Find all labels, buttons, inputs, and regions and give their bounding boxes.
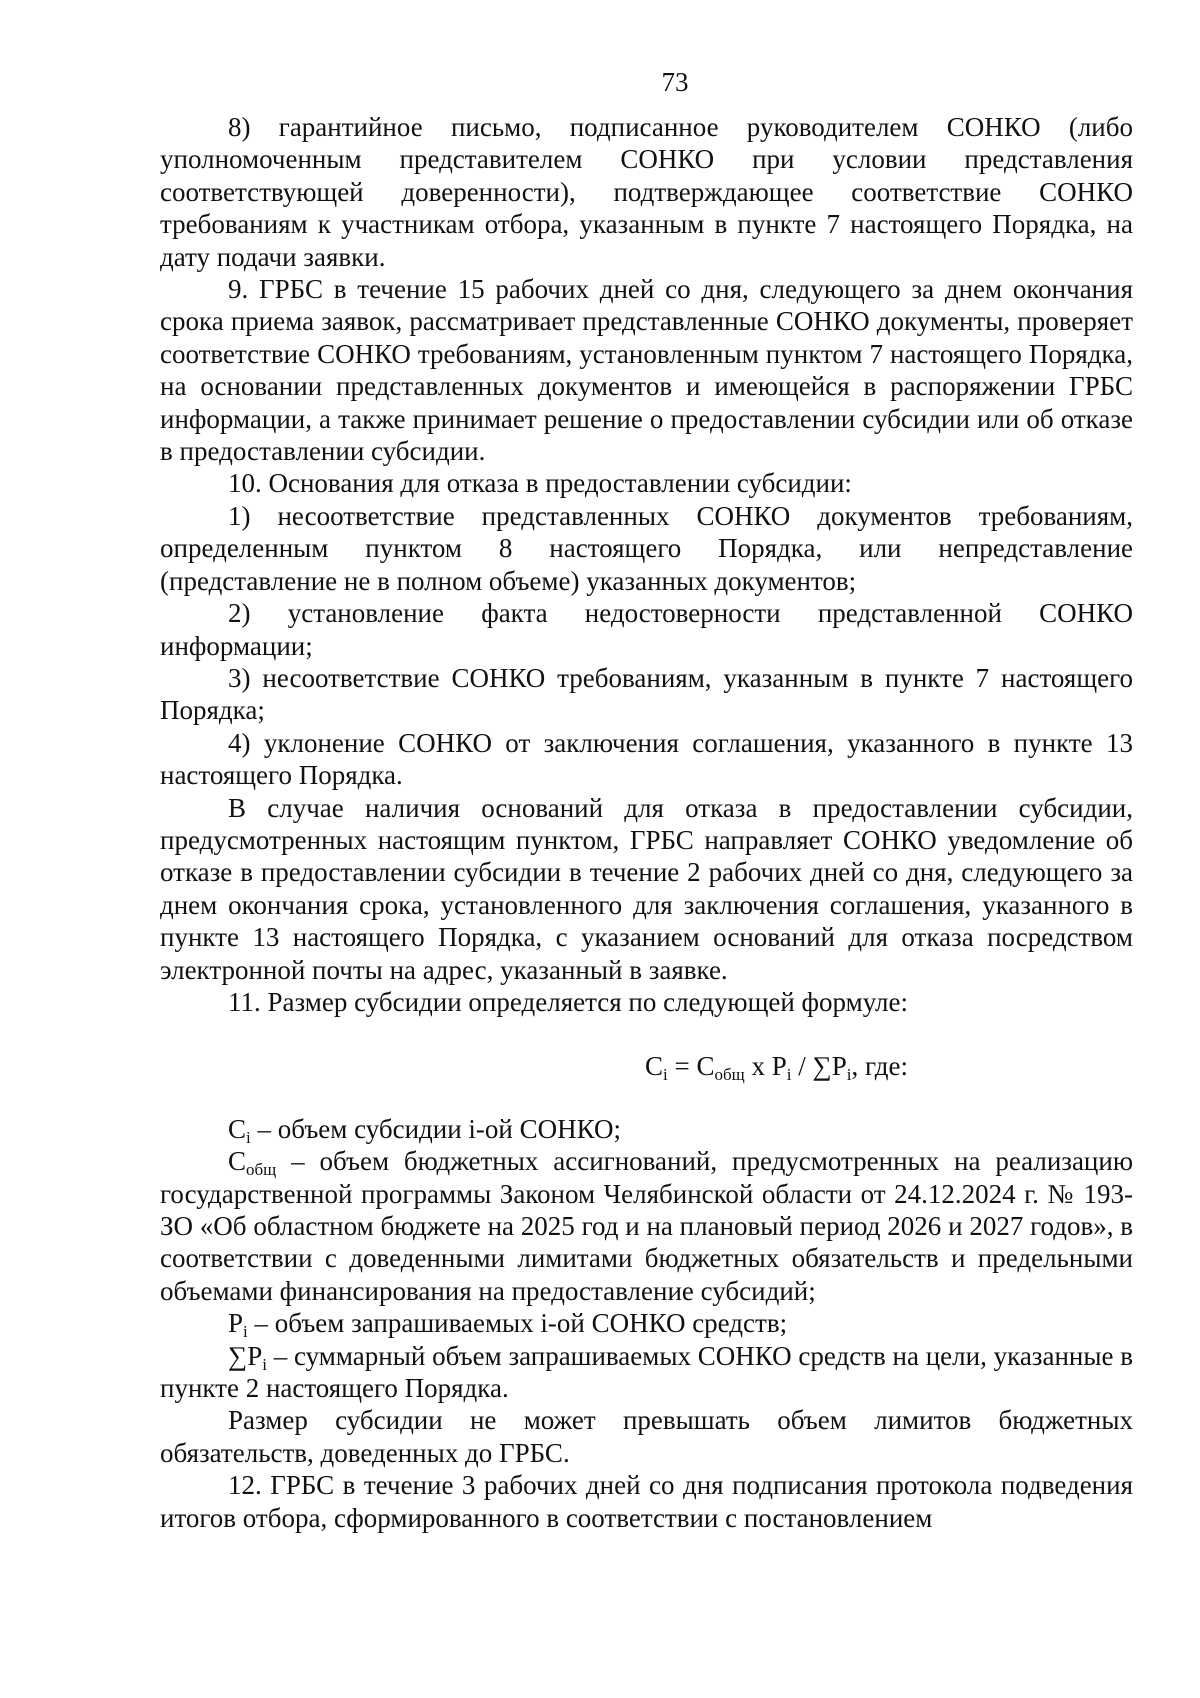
definition-ci-sub: i: [246, 1127, 251, 1147]
definition-pi-symbol: P: [228, 1308, 244, 1339]
formula-p-sub: i: [786, 1065, 792, 1085]
clause-10-item-2: 2) установление факта недостоверности представленной СОНКО информации;: [160, 598, 1133, 661]
definition-pi: [160, 1307, 1133, 1342]
clause-10-heading: 10. Основания для отказа в предоставлении субсидии:: [228, 468, 852, 499]
definition-pi-sub: i: [243, 1322, 248, 1342]
definition-sum-text: – суммарный объем запрашиваемых СОНКО средств на цели, указанные в пункте 2 настоящего Порядка.: [160, 1340, 1133, 1404]
definition-ctotal-text: – объем бюджетных ассигнований, предусмотренных на реализацию государственной программы Законом Челябинской области от 24.12.2024 г. № 193-ЗО «Об областном бюджете на 2025 год и на плановый период 2026 и 2027 годов», в соответствии с доведенными лимитами бюджетных обязательств и предельными объемами финансирования на предоставление субсидий;: [160, 1146, 1133, 1306]
definition-pi-text: – объем запрашиваемых i-ой СОНКО средств;: [247, 1308, 788, 1339]
document-body: [160, 111, 1133, 1534]
definition-ctotal: [160, 1145, 1133, 1307]
definition-sum-pi: [160, 1340, 1133, 1405]
definition-ctotal-sub: общ: [246, 1160, 277, 1180]
formula-c-sub: i: [663, 1065, 668, 1085]
definition-ci-text: – объем субсидии i-ой СОНКО;: [250, 1113, 621, 1144]
definition-ci-symbol: C: [228, 1113, 247, 1144]
formula-total-sub: общ: [714, 1065, 745, 1085]
formula-tail: , где:: [851, 1051, 908, 1082]
definition-sum-sub: i: [262, 1354, 267, 1374]
formula-times: x P: [744, 1051, 787, 1082]
clause-9: 9. ГРБС в течение 15 рабочих дней со дня, следующего за днем окончания срока приема заявок, рассматривает представленные СОНКО документы, проверяет соответствие СОНКО требованиям, установленным пунктом 7 настоящего Порядка, на основании представленных документов и имеющейся в распоряжении ГРБС информации, а также принимает решение о предоставлении субсидии или об отказе в предоставлении субсидии.: [160, 274, 1133, 467]
clause-12: 12. ГРБС в течение 3 рабочих дней со дня подписания протокола подведения итогов отбора, сформированного в соответствии с постановлением: [160, 1470, 1133, 1533]
item-8-guarantee-letter: 8) гарантийное письмо, подписанное руководителем СОНКО (либо уполномоченным представителем СОНКО при условии представления соответствующей доверенности), подтверждающее соответствие СОНКО требованиям к участникам отбора, указанным в пункте 7 настоящего Порядка, на дату подачи заявки.: [160, 112, 1133, 272]
formula-eq: = C: [667, 1051, 715, 1082]
clause-10-item-4: 4) уклонение СОНКО от заключения соглашения, указанного в пункте 13 настоящего Порядка.: [160, 727, 1133, 791]
clause-11: 11. Размер субсидии определяется по следующей формуле:: [228, 986, 908, 1017]
definition-ctotal-symbol: C: [228, 1146, 247, 1177]
definition-sum-symbol: ∑P: [228, 1340, 263, 1371]
formula-div: / ∑P: [791, 1051, 847, 1082]
definition-ci: [160, 1113, 1133, 1145]
subsidy-formula: [160, 1050, 1133, 1085]
clause-10-item-3: 3) несоответствие СОНКО требованиям, указанным в пункте 7 настоящего Порядка;: [160, 662, 1133, 726]
formula-sum-sub: i: [846, 1065, 852, 1085]
limit-note: Размер субсидии не может превышать объем лимитов бюджетных обязательств, доведенных до ГРБС.: [160, 1405, 1133, 1468]
clause-10-item-1: 1) несоответствие представленных СОНКО документов требованиям, определенным пунктом 8 настоящего Порядка, или непредставление (представление не в полном объеме) указанных документов;: [160, 500, 1133, 596]
page-number: 73: [661, 67, 689, 97]
formula-c: C: [645, 1051, 664, 1082]
refusal-notice-paragraph: В случае наличия оснований для отказа в предоставлении субсидии, предусмотренных настоящим пунктом, ГРБС направляет СОНКО уведомление об отказе в предоставлении субсидии в течение 2 рабочих дней со дня, следующего за днем окончания срока, установленного для заключения соглашения, указанного в пункте 13 настоящего Порядка, с указанием оснований для отказа посредством электронной почты на адрес, указанный в заявке.: [160, 792, 1133, 985]
